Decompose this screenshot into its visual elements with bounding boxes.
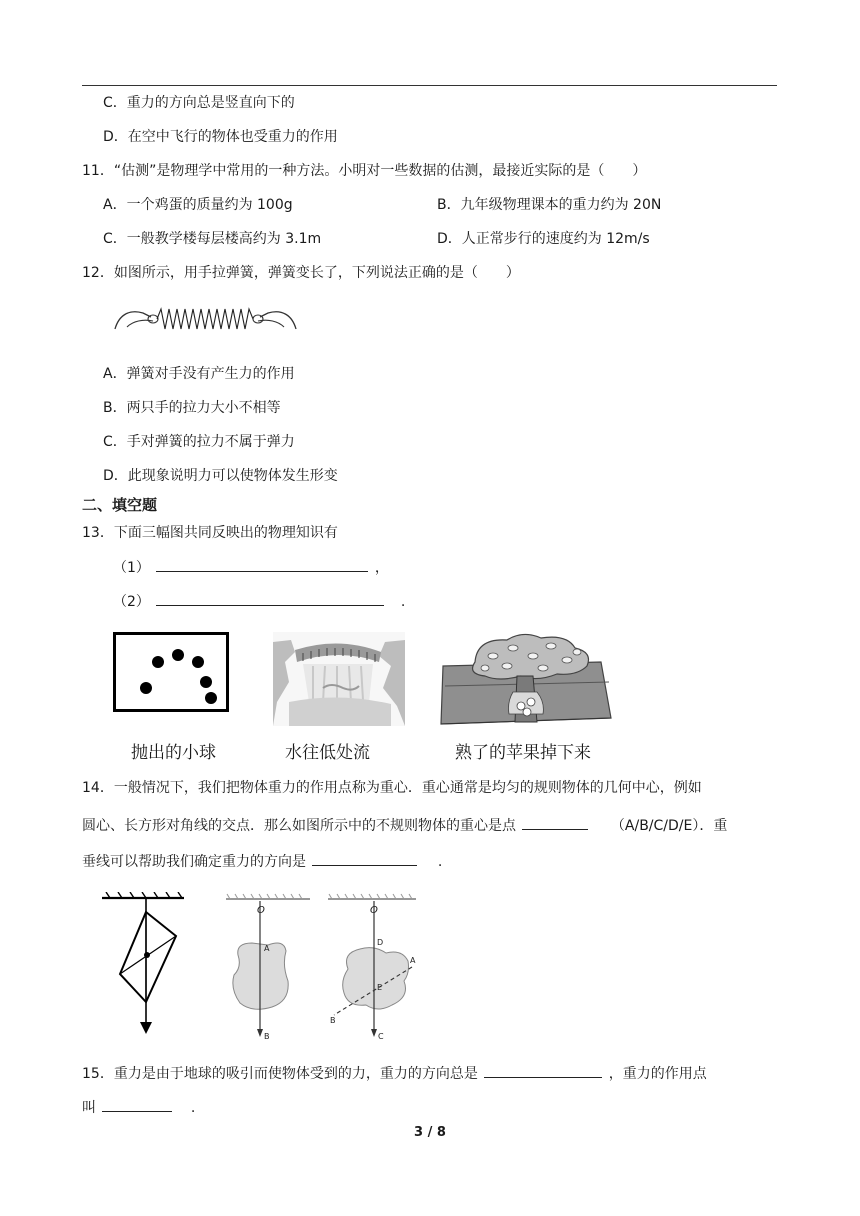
plumb-line-irregular-figure-2 <box>326 893 418 1043</box>
q11-option-a: A．一个鸡蛋的质量约为 100g <box>103 197 293 213</box>
q15-line-2-end: . <box>190 1100 196 1116</box>
q13-blank1-end: ， <box>374 560 389 576</box>
q11-option-b: B．九年级物理课本的重力约为 20N <box>437 197 662 213</box>
q12-option-b: B．两只手的拉力大小不相等 <box>103 400 281 416</box>
fig2-label-c: C <box>378 1032 384 1041</box>
fig2-label-d: D <box>377 938 384 947</box>
fig2-label-b: B <box>330 1016 336 1025</box>
q11-option-d: D．人正常步行的速度约为 12m/s <box>437 231 650 247</box>
page-number: 3 / 8 <box>414 1125 446 1140</box>
q13-blank1-label: （1） <box>113 560 150 576</box>
caption-water-flow: 水往低处流 <box>285 743 370 763</box>
q14-line-2 <box>82 815 727 836</box>
q12-option-a: A．弹簧对手没有产生力的作用 <box>103 366 295 382</box>
q13-blank2-end: . <box>400 594 406 610</box>
q14-answer-blank-1[interactable] <box>522 815 588 830</box>
q13-answer-blank-1[interactable] <box>156 557 368 572</box>
q10-option-c: C．重力的方向总是竖直向下的 <box>103 95 295 111</box>
waterfall-image <box>273 632 405 726</box>
q14-line-2-text-b: （A/B/C/D/E）．重 <box>610 818 728 834</box>
q13-stem: 13．下面三幅图共同反映出的物理知识有 <box>82 525 338 541</box>
q13-answer-blank-2[interactable] <box>156 591 384 606</box>
q15-line-1 <box>82 1063 707 1084</box>
fig2-label-e: E <box>377 983 383 992</box>
q14-answer-blank-2[interactable] <box>312 851 417 866</box>
q14-line-2-text: 圆心、长方形对角线的交点．那么如图所示中的不规则物体的重心是点 <box>82 818 516 834</box>
apple-tree-image <box>437 632 613 730</box>
caption-apple-falls: 熟了的苹果掉下来 <box>455 743 591 763</box>
q11-option-c: C．一般教学楼每层楼高约为 3.1m <box>103 231 322 247</box>
q10-option-d: D．在空中飞行的物体也受重力的作用 <box>103 129 338 145</box>
caption-thrown-ball: 抛出的小球 <box>131 743 216 763</box>
fig2-label-o: O <box>370 905 378 916</box>
spring-hands-figure <box>113 301 298 337</box>
plumb-line-rectangle-figure <box>98 892 188 1038</box>
q15-answer-blank-2[interactable] <box>102 1097 172 1112</box>
fig1-label-a: A <box>264 944 270 953</box>
q15-answer-blank-1[interactable] <box>484 1063 602 1078</box>
q15-line-2 <box>82 1097 195 1118</box>
q15-line-1-text: 15．重力是由于地球的吸引而使物体受到的力，重力的方向总是 <box>82 1066 478 1082</box>
q13-blank2-label: （2） <box>113 594 150 610</box>
section-title: 二、填空题 <box>82 496 158 514</box>
q12-option-c: C．手对弹簧的拉力不属于弹力 <box>103 434 295 450</box>
q14-line-3 <box>82 851 442 872</box>
q15-line-1-text-b: ，重力的作用点 <box>608 1066 707 1082</box>
fig1-label-b: B <box>264 1032 270 1041</box>
header-rule <box>82 85 777 86</box>
q13-blank2-line <box>113 591 405 612</box>
q13-blank1-line <box>113 557 389 578</box>
q12-stem: 12．如图所示，用手拉弹簧，弹簧变长了，下列说法正确的是（ ） <box>82 265 520 281</box>
q12-option-d: D．此现象说明力可以使物体发生形变 <box>103 468 338 484</box>
thrown-ball-image <box>113 632 229 712</box>
q14-line-3-text: 垂线可以帮助我们确定重力的方向是 <box>82 854 306 870</box>
q11-stem: 11．“估测”是物理学中常用的一种方法。小明对一些数据的估测，最接近实际的是（ ） <box>82 163 647 179</box>
q15-line-2-text: 叫 <box>82 1100 96 1116</box>
fig2-label-a: A <box>410 956 416 965</box>
q14-line-1: 14．一般情况下，我们把物体重力的作用点称为重心．重心通常是均匀的规则物体的几何中心，例如 <box>82 780 702 796</box>
fig1-label-o: O <box>257 905 265 916</box>
q14-line-3-end: . <box>437 854 443 870</box>
plumb-line-irregular-figure-1 <box>224 893 312 1043</box>
